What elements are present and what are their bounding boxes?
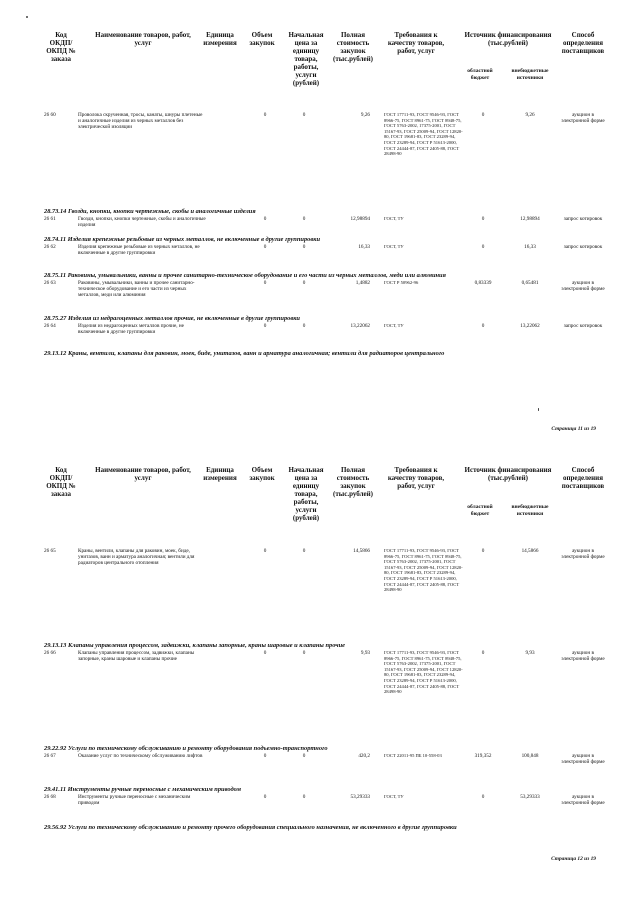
row-code: 26 65 xyxy=(44,548,56,554)
row-extrabudget: 16,33 xyxy=(524,244,536,250)
row-name: Изделия из недрагоценных металлов прочие, не включенные в другие группировки xyxy=(78,323,184,336)
header-method: Способ определения поставщиков xyxy=(561,466,605,490)
row-volume: 0 xyxy=(263,244,267,250)
group-heading: 28.75.27 Изделия из недрагоценных металлов прочие, не включенные в другие группировки xyxy=(44,315,300,322)
row-requirements: ГОСТ Р 50962-96 xyxy=(384,280,419,285)
header-method: Способ определения поставщиков xyxy=(561,31,605,55)
row-name: Раковины, умывальники, ванны и прочее санитарно-техническое оборудование и его части из черных металлов, меди или алюминия xyxy=(78,280,195,299)
row-total: 420,2 xyxy=(358,753,370,759)
row-price: 0 xyxy=(302,244,306,250)
header-volume: Объем закупок xyxy=(249,31,275,47)
row-requirements: ГОСТ 22011-95 ПБ 10-558-03 xyxy=(384,753,442,758)
group-heading: 29.13.12 Краны, вентили, клапаны для раковин, моек, биде, унитазов, ванн и арматура аналогичная; вентили для радиаторов центрального xyxy=(44,350,445,357)
header-total: Полная стоимость закупок (тыс.рублей) xyxy=(332,466,374,498)
row-price: 0 xyxy=(302,112,306,118)
row-code: 26 60 xyxy=(44,112,56,118)
row-regional: 0 xyxy=(481,323,485,329)
row-code: 26 67 xyxy=(44,753,56,759)
row-total: 53,29333 xyxy=(350,794,370,800)
header-name: Наименование товаров, работ, услуг xyxy=(95,31,191,47)
header-requirements: Требования к качеству товаров, работ, услуг xyxy=(387,466,445,490)
row-extrabudget: 0,65481 xyxy=(521,280,539,286)
row-price: 0 xyxy=(302,794,306,800)
row-requirements: ГОСТ, ТУ xyxy=(384,244,404,249)
header-volume: Объем закупок xyxy=(249,466,275,482)
row-volume: 0 xyxy=(263,323,267,329)
row-code: 26 61 xyxy=(44,216,56,222)
row-volume: 0 xyxy=(263,548,267,554)
header-start-price: Начальная цена за единицу товара, работы, услуги (рублей) xyxy=(288,466,324,522)
group-heading: 29.22.92 Услуги по техническому обслуживанию и ремонту оборудования подъемно-транспортного xyxy=(44,745,328,752)
row-volume: 0 xyxy=(263,650,267,656)
row-method: аукцион в электронной форме xyxy=(561,112,605,125)
row-volume: 0 xyxy=(263,280,267,286)
row-regional: 0 xyxy=(481,650,485,656)
row-method: аукцион в электронной форме xyxy=(561,753,605,766)
group-heading: 28.75.11 Раковины, умывальники, ванны и прочее санитарно-техническое оборудование и его части из черных металлов, меди или алюминия xyxy=(44,272,446,279)
group-heading: 29.41.11 Инструменты ручные переносные с механическим приводом xyxy=(44,786,241,793)
row-method: запрос котировок xyxy=(563,244,603,250)
row-total: 1,4882 xyxy=(355,280,370,286)
group-heading: 28.73.14 Гвозди, кнопки, кнопки чертежные, скобы и аналогичные изделия xyxy=(44,208,256,215)
row-price: 0 xyxy=(302,650,306,656)
row-total: 16,33 xyxy=(358,244,370,250)
row-method: аукцион в электронной форме xyxy=(561,548,605,561)
group-heading: 29.56.92 Услуги по техническому обслуживанию и ремонту прочего оборудования специального назначения, не включенного в другие группировки xyxy=(44,824,457,831)
header-extrabudget: внебюджетные источники xyxy=(511,68,549,81)
header-code: Код ОКДП/ ОКПД № заказа xyxy=(46,31,76,63)
row-regional: 0 xyxy=(481,216,485,222)
header-unit: Единица измерения xyxy=(203,466,237,482)
scan-speck xyxy=(26,16,28,18)
row-name: Проволока скрученная, тросы, канаты, шнуры плетеные и аналогичные изделия из черных металлов без электрической изоляции xyxy=(78,112,203,131)
row-price: 0 xyxy=(302,753,306,759)
row-regional: 0 xyxy=(481,112,485,118)
row-price: 0 xyxy=(302,548,306,554)
document-page-11 xyxy=(0,0,640,450)
row-price: 0 xyxy=(302,216,306,222)
row-extrabudget: 9,93 xyxy=(525,650,535,656)
row-regional: 0 xyxy=(481,244,485,250)
row-code: 26 64 xyxy=(44,323,56,329)
header-name: Наименование товаров, работ, услуг xyxy=(95,466,191,482)
row-requirements: ГОСТ 17711-93, ГОСТ 9546-93, ГОСТ 8966-75, ГОСТ 8961-75, ГОСТ 8948-75, ГОСТ 5763-2002, 17375-2001, ГОСТ 15167-93, ГОСТ 25009-94, ГОСТ 12820-80, ГОСТ 19681-83, ГОСТ 23289-94, ГОСТ 23289-94, ГОСТ Р 51613-2000, ГОСТ 24444-87, ГОСТ 2405-88, ГОСТ 28498-90 xyxy=(384,112,463,157)
header-requirements: Требования к качеству товаров, работ, услуг xyxy=(387,31,445,55)
row-total: 9,93 xyxy=(360,650,370,656)
row-extrabudget: 53,29333 xyxy=(520,794,540,800)
row-total: 9,26 xyxy=(360,112,370,118)
row-extrabudget: 13,22062 xyxy=(520,323,540,329)
row-total: 12,98894 xyxy=(350,216,370,222)
scan-speck xyxy=(538,408,539,411)
row-requirements: ГОСТ, ТУ xyxy=(384,216,404,221)
row-price: 0 xyxy=(302,323,306,329)
row-name: Краны, вентили, клапаны для раковин, моек, биде, унитазов, ванн и арматура аналогичная; вентили для радиаторов центрального отопления xyxy=(78,548,195,567)
group-heading: 28.74.11 Изделия крепежные резьбовые из черных металлов, не включенные в другие группировки xyxy=(44,236,321,243)
page-footer: Страница 12 из 19 xyxy=(551,856,596,862)
row-volume: 0 xyxy=(263,753,267,759)
header-regional: областной бюджет xyxy=(467,504,493,517)
row-volume: 0 xyxy=(263,216,267,222)
row-extrabudget: 9,26 xyxy=(525,112,535,118)
row-extrabudget: 100,848 xyxy=(521,753,539,759)
row-code: 26 62 xyxy=(44,244,56,250)
header-code: Код ОКДП/ ОКПД № заказа xyxy=(46,466,76,498)
row-total: 13,22062 xyxy=(350,323,370,329)
row-volume: 0 xyxy=(263,112,267,118)
row-regional: 319,352 xyxy=(474,753,492,759)
page-footer: Страница 11 из 19 xyxy=(551,426,596,432)
header-source: Источник финансирования (тыс.рублей) xyxy=(464,31,552,47)
row-name: Клапаны управления процессом, задвижки, клапаны запорные, краны шаровые и клапаны прочие xyxy=(78,650,195,663)
row-regional: 0 xyxy=(481,548,485,554)
row-method: аукцион в электронной форме xyxy=(561,650,605,663)
row-regional: 0,83339 xyxy=(474,280,492,286)
row-requirements: ГОСТ, ТУ xyxy=(384,323,404,328)
row-name: Гвозди, кнопки, кнопки чертежные, скобы и аналогичные изделия xyxy=(78,216,206,229)
row-extrabudget: 12,98894 xyxy=(520,216,540,222)
row-total: 14,5866 xyxy=(353,548,370,554)
row-code: 26 66 xyxy=(44,650,56,656)
header-total: Полная стоимость закупок (тыс.рублей) xyxy=(332,31,374,63)
row-method: аукцион в электронной форме xyxy=(561,794,605,807)
header-unit: Единица измерения xyxy=(203,31,237,47)
row-price: 0 xyxy=(302,280,306,286)
row-code: 26 68 xyxy=(44,794,56,800)
row-name: Инструменты ручные переносные с механическим приводом xyxy=(78,794,191,807)
row-requirements: ГОСТ 17711-93, ГОСТ 9546-93, ГОСТ 8966-75, ГОСТ 8961-75, ГОСТ 8948-75, ГОСТ 5763-2002, 17375-2001, ГОСТ 15167-93, ГОСТ 25009-94, ГОСТ 12820-80, ГОСТ 19681-83, ГОСТ 23289-94, ГОСТ 23289-94, ГОСТ Р 51613-2000, ГОСТ 24444-87, ГОСТ 2405-88, ГОСТ 28498-90 xyxy=(384,548,463,593)
row-volume: 0 xyxy=(263,794,267,800)
header-regional: областной бюджет xyxy=(467,68,493,81)
header-extrabudget: внебюджетные источники xyxy=(511,504,549,517)
header-source: Источник финансирования (тыс.рублей) xyxy=(464,466,552,482)
row-extrabudget: 14,5866 xyxy=(521,548,539,554)
header-start-price: Начальная цена за единицу товара, работы, услуги (рублей) xyxy=(288,31,324,87)
row-name: Изделия крепежные резьбовые из черных металлов, не включенные в другие группировки xyxy=(78,244,200,257)
row-code: 26 63 xyxy=(44,280,56,286)
row-requirements: ГОСТ 17711-93, ГОСТ 9546-93, ГОСТ 8966-75, ГОСТ 8961-75, ГОСТ 8948-75, ГОСТ 5763-2002, 17375-2001, ГОСТ 15167-93, ГОСТ 25009-94, ГОСТ 12820-80, ГОСТ 19681-83, ГОСТ 23289-94, ГОСТ 23289-94, ГОСТ Р 51613-2000, ГОСТ 24444-87, ГОСТ 2405-88, ГОСТ 28498-90 xyxy=(384,650,463,695)
group-heading: 29.13.13 Клапаны управления процессом, задвижки, клапаны запорные, краны шаровые и клапаны прочие xyxy=(44,642,345,649)
document-page-12 xyxy=(0,452,640,905)
row-requirements: ГОСТ, ТУ xyxy=(384,794,404,799)
row-method: запрос котировок xyxy=(563,216,603,222)
row-method: аукцион в электронной форме xyxy=(561,280,605,293)
row-name: Оказание услуг по техническому обслуживанию лифтов xyxy=(78,753,203,759)
row-regional: 0 xyxy=(481,794,485,800)
row-method: запрос котировок xyxy=(563,323,603,329)
